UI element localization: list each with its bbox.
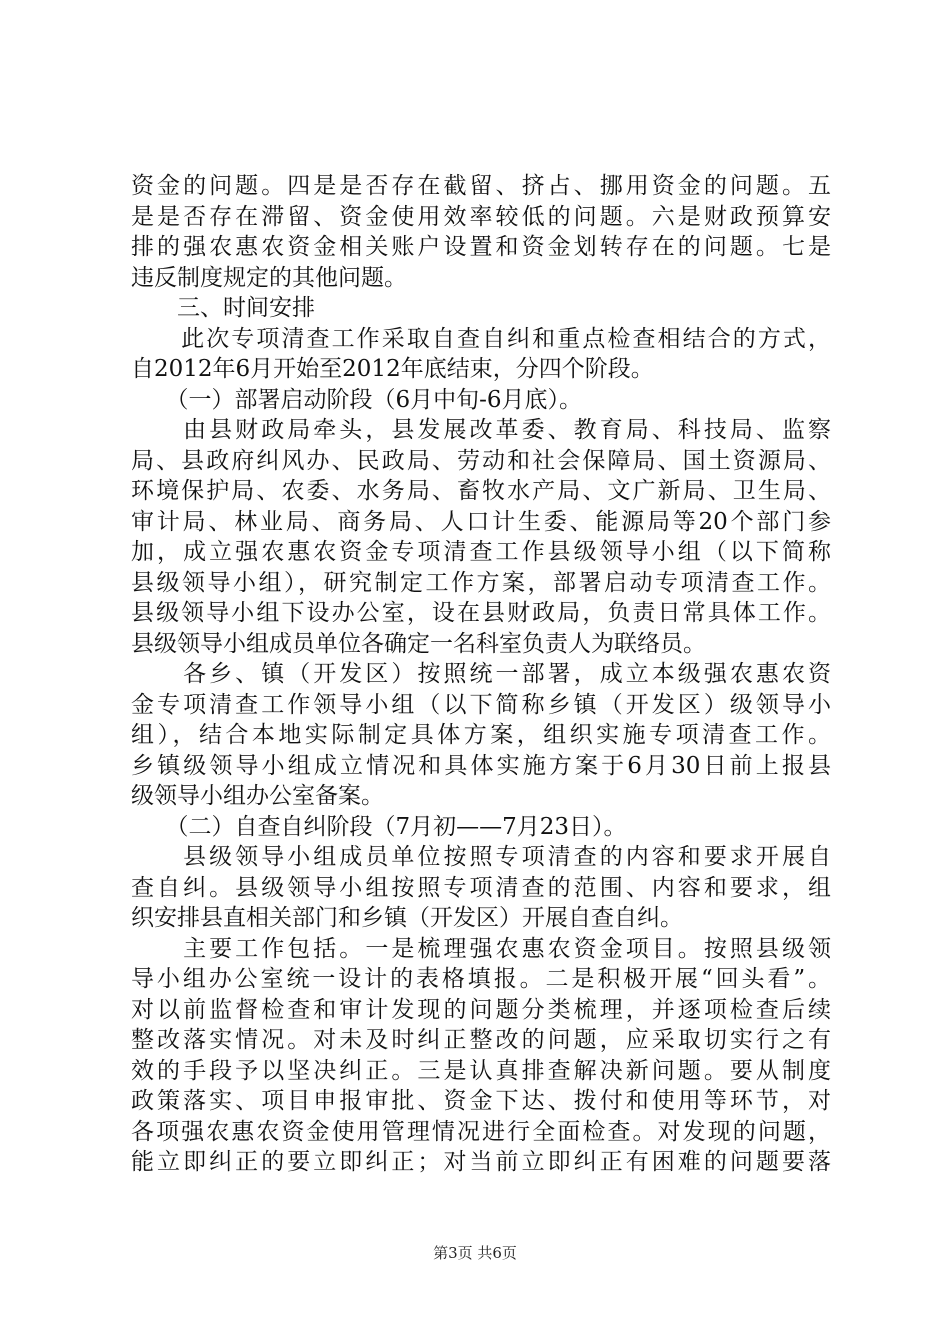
text-line: 导小组办公室统一设计的表格填报。二是积极开展“回头看”。 [131,966,831,992]
text-line: 政策落实、项目申报审批、资金下达、拨付和使用等环节，对 [131,1088,831,1114]
text-line: 效的手段予以坚决纠正。三是认真排查解决新问题。要从制度 [131,1057,831,1084]
text-line: 县级领导小组成员单位按照专项清查的内容和要求开展自 [131,844,831,870]
text-line: 加，成立强农惠农资金专项清查工作县级领导小组（以下简称 [131,539,831,565]
text-line: 各项强农惠农资金使用管理情况进行全面检查。对发现的问题， [131,1118,831,1145]
text-line: 环境保护局、农委、水务局、畜牧水产局、文广新局、卫生局、 [131,478,831,504]
text-line: 级领导小组办公室备案。 [131,783,384,809]
page-footer: 第3页 共6页 [433,1244,517,1262]
text-line: 违反制度规定的其他问题。 [131,264,407,291]
text-line: 县级领导小组下设办公室，设在县财政局，负责日常具体工作。 [131,600,831,626]
text-line: 三、时间安排 [131,295,315,321]
text-line: 主要工作包括。一是梳理强农惠农资金项目。按照县级领 [131,935,831,962]
text-line: 整改落实情况。对未及时纠正整改的问题，应采取切实行之有 [131,1027,831,1053]
text-line: 是是否存在滞留、资金使用效率较低的问题。六是财政预算安 [131,203,831,230]
text-line: 组），结合本地实际制定具体方案，组织实施专项清查工作。 [131,722,831,748]
text-line: 由县财政局牵头，县发展改革委、教育局、科技局、监察 [131,417,831,443]
text-line: 资金的问题。四是是否存在截留、挤占、挪用资金的问题。五 [131,173,831,199]
text-line: 金专项清查工作领导小组（以下简称乡镇（开发区）级领导小 [131,691,831,718]
text-line: 局、县政府纠风办、民政局、劳动和社会保障局、国土资源局、 [131,447,831,474]
text-line: 各乡、镇（开发区）按照统一部署，成立本级强农惠农资 [131,661,831,687]
text-line: 查自纠。县级领导小组按照专项清查的范围、内容和要求，组 [131,874,831,901]
text-line: （一）部署启动阶段（6月中旬-6月底）。 [131,386,583,413]
text-line: 排的强农惠农资金相关账户设置和资金划转存在的问题。七是 [131,234,831,260]
text-line: 审计局、林业局、商务局、人口计生委、能源局等20个部门参 [131,508,831,535]
text-line: 县级领导小组），研究制定工作方案，部署启动专项清查工作。 [131,569,831,596]
text-line: 此次专项清查工作采取自查自纠和重点检查相结合的方式， [131,325,831,352]
text-line: 能立即纠正的要立即纠正；对当前立即纠正有困难的问题要落 [131,1149,831,1175]
text-line: （二）自查自纠阶段（7月初——7月23日）。 [131,813,627,840]
document-body [131,171,831,1178]
text-line: 县级领导小组成员单位各确定一名科室负责人为联络员。 [131,630,706,657]
text-line: 自2012年6月开始至2012年底结束，分四个阶段。 [131,356,654,382]
text-line: 织安排县直相关部门和乡镇（开发区）开展自查自纠。 [131,905,683,931]
text-line: 对以前监督检查和审计发现的问题分类梳理，并逐项检查后续 [131,996,831,1023]
text-line: 乡镇级领导小组成立情况和具体实施方案于6月30日前上报县 [131,752,831,779]
